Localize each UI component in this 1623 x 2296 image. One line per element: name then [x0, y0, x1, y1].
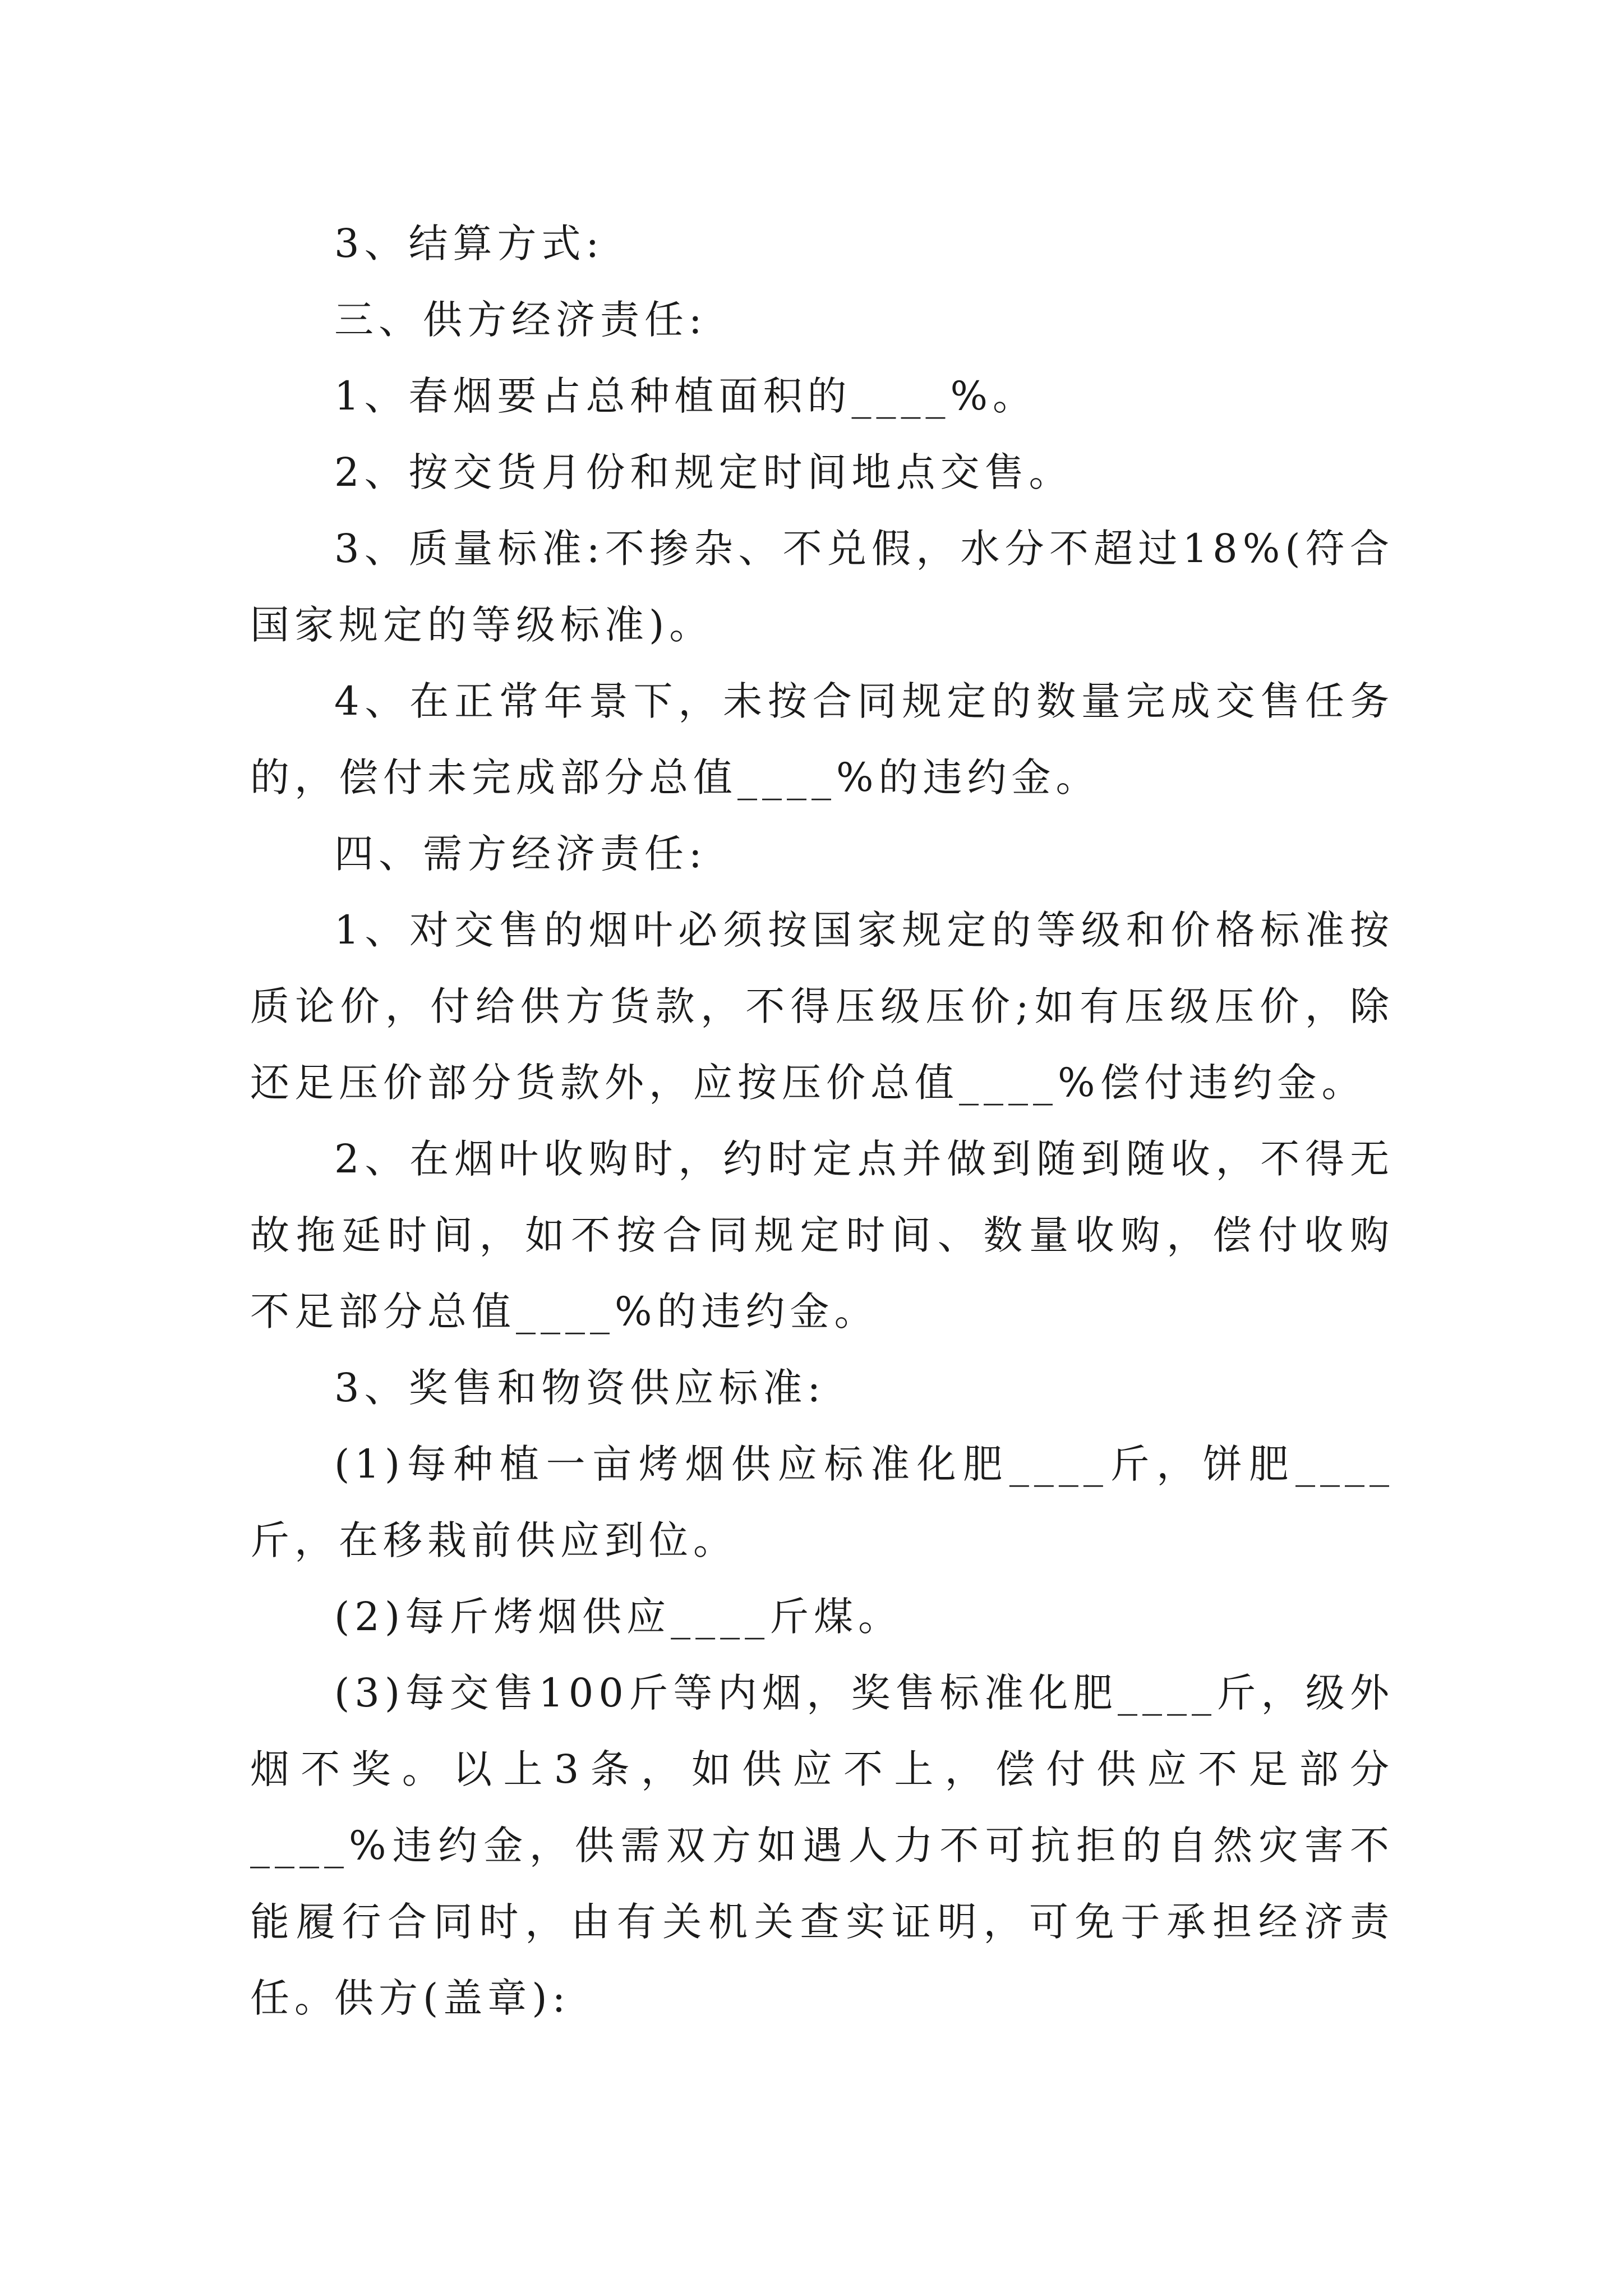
paragraph-settlement-method: 3、结算方式: [334, 220, 605, 266]
heading-buyer-responsibility: 四、需方经济责任: [334, 831, 707, 877]
paragraph-coal-supply: (2)每斤烤烟供应____斤煤。 [334, 1594, 903, 1640]
heading-reward-supply-standard: 3、奖售和物资供应标准: [334, 1365, 826, 1411]
heading-supplier-responsibility: 三、供方经济责任: [334, 297, 707, 343]
paragraph-purchase-timing: 2、在烟叶收购时，约时定点并做到随到随收，不得无故拖延时间，如不按合同规定时间、数量收购，偿付收购不足部分总值____%的违约金。 [250, 1136, 1394, 1335]
paragraph-grading-pricing: 1、对交售的烟叶必须按国家规定的等级和价格标准按质论价，付给供方货款，不得压级压价;如有压级压价，除还足压价部分货款外，应按压价总值____%偿付违约金。 [250, 907, 1394, 1106]
paragraph-reward-sales: (3)每交售100斤等内烟，奖售标准化肥____斤，级外烟不奖。以上3条，如供应不上，偿付供应不足部分____%违约金，供需双方如遇人力不可抗拒的自然灾害不能履行合同时，由有关机关查实证明，可免于承担经济责任。 [250, 1670, 1394, 2021]
paragraph-supplier-penalty: 4、在正常年景下，未按合同规定的数量完成交售任务的，偿付未完成部分总值____%的违约金。 [250, 678, 1394, 800]
paragraph-quality-standard: 3、质量标准:不掺杂、不兑假，水分不超过18%(符合国家规定的等级标准)。 [250, 526, 1394, 648]
paragraph-fertilizer-supply: (1)每种植一亩烤烟供应标准化肥____斤，饼肥____斤，在移栽前供应到位。 [250, 1441, 1394, 1563]
paragraph-delivery-schedule: 2、按交货月份和规定时间地点交售。 [334, 449, 1073, 495]
supplier-seal-line: 供方(盖章): [334, 1975, 571, 2021]
paragraph-spring-tobacco-share: 1、春烟要占总种植面积的____%。 [334, 373, 1038, 419]
